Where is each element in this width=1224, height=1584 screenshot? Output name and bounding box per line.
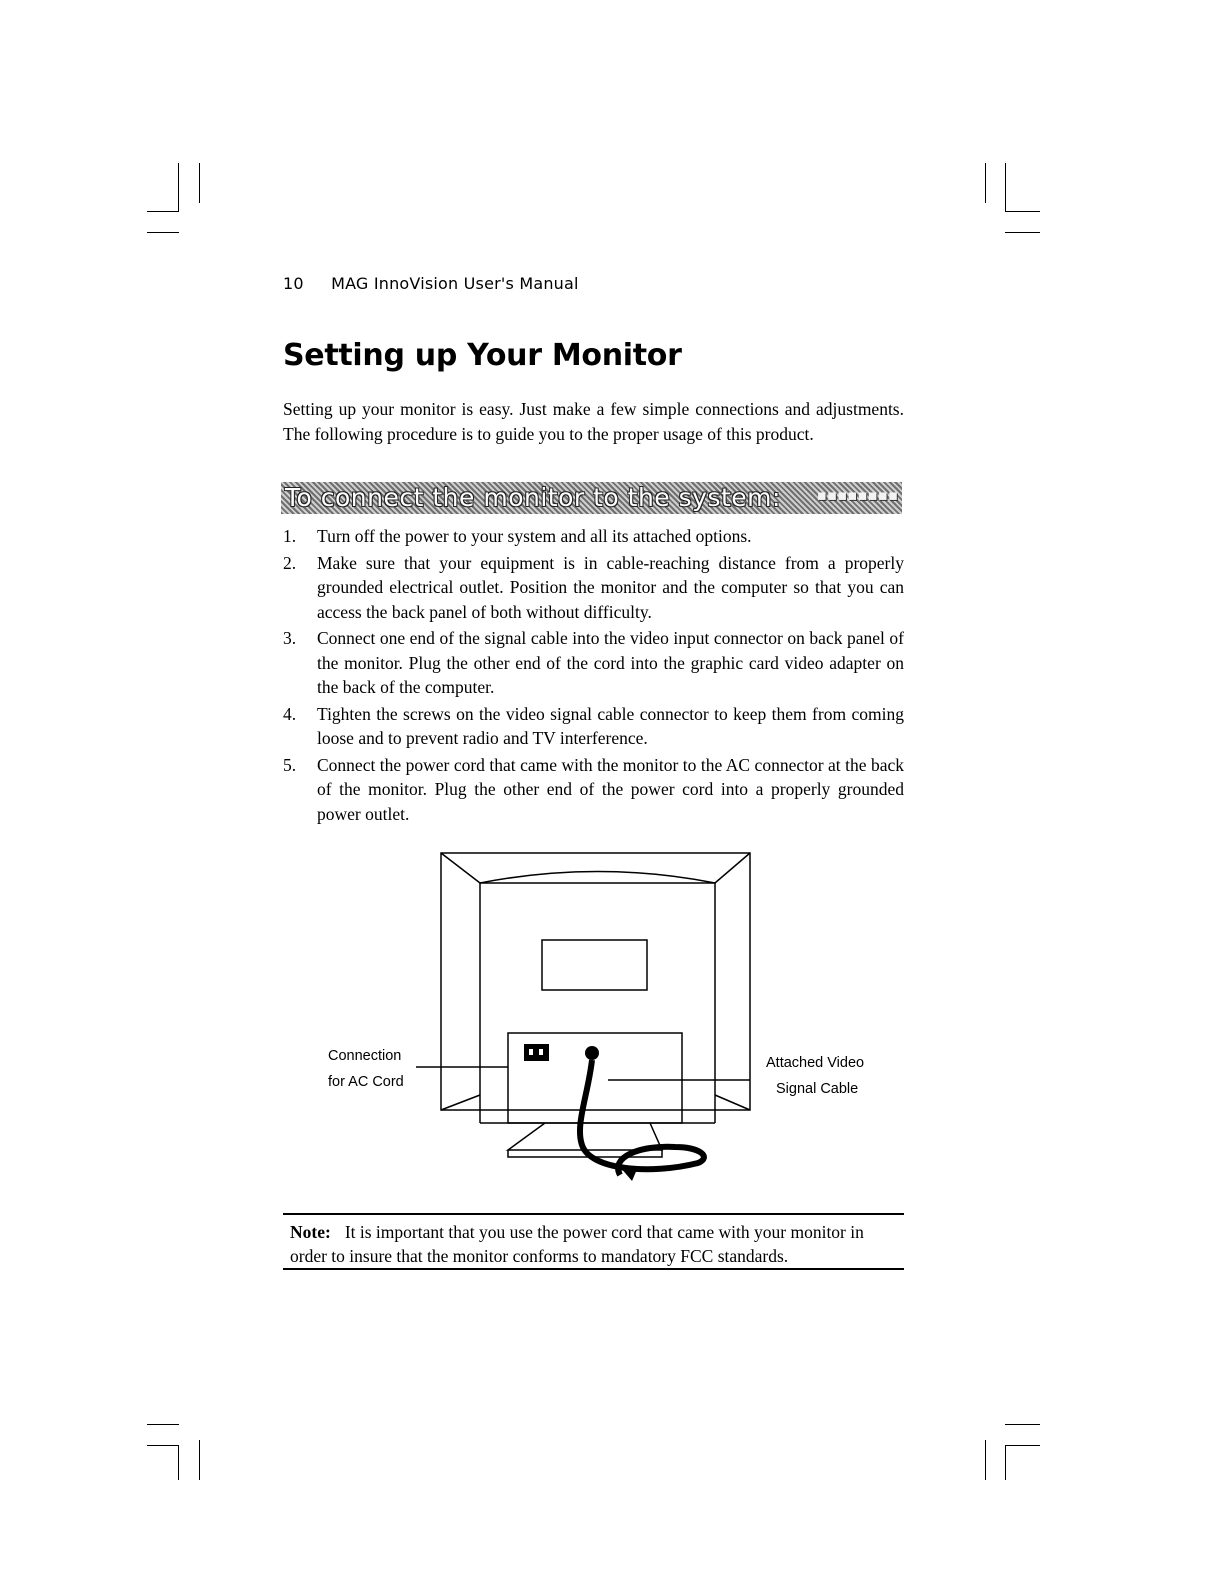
- crop-mark: [147, 232, 179, 233]
- ac-connector: [524, 1044, 549, 1061]
- label-video-line1: Attached Video: [766, 1055, 865, 1071]
- crop-mark: [147, 1424, 179, 1425]
- label-video-cable: [766, 1050, 864, 1102]
- step-text: Make sure that your equipment is in cable-reaching distance from a properly grounded electrical outlet. Position the monitor and the computer so that you can access the back panel of both without difficulty.: [317, 552, 904, 622]
- intro-paragraph: Setting up your monitor is easy. Just make a few simple connections and adjustments. The following procedure is to guide you to the proper usage of this product.: [283, 399, 904, 444]
- video-connector: [585, 1046, 599, 1060]
- crop-mark: [1005, 211, 1040, 212]
- step-text: Tighten the screws on the video signal cable connector to keep them from coming loose and to prevent radio and TV interference.: [317, 703, 904, 748]
- crop-mark: [199, 1440, 200, 1480]
- steps-list: [283, 524, 904, 828]
- running-title: MAG InnoVision User's Manual: [331, 274, 579, 293]
- crop-mark: [1005, 163, 1006, 211]
- crop-mark: [1005, 1445, 1040, 1446]
- note-bottom-rule: [283, 1268, 904, 1270]
- monitor-illustration: [320, 845, 900, 1190]
- running-header: [283, 274, 579, 293]
- list-item: [283, 753, 904, 827]
- step-number: 1.: [283, 526, 297, 546]
- rear-label-plate: [542, 940, 647, 990]
- monitor-back-diagram: [320, 845, 900, 1190]
- step-number: 5.: [283, 754, 297, 775]
- note-text: It is important that you use the power cord that came with your monitor in order to insure that the monitor conforms to mandatory FCC standards.: [290, 1222, 864, 1266]
- note-label: Note:: [290, 1222, 331, 1242]
- list-item: [283, 702, 904, 751]
- label-ac-cord-line2: for AC Cord: [328, 1074, 404, 1090]
- list-item: [283, 626, 904, 700]
- crop-mark: [178, 1445, 179, 1480]
- list-item: [283, 551, 904, 625]
- page-title: Setting up Your Monitor: [283, 338, 682, 373]
- note-top-rule: [283, 1213, 904, 1215]
- section-heading: To connect the monitor to the system:: [285, 483, 781, 512]
- section-banner: [281, 482, 902, 514]
- crop-mark: [1005, 1424, 1040, 1425]
- step-text: Connect one end of the signal cable into the video input connector on back panel of the monitor. Plug the other end of the cord into the graphic card video adapter on the back of the computer.: [317, 628, 904, 697]
- step-number: 2.: [283, 552, 297, 573]
- crop-mark: [147, 211, 179, 212]
- label-video-line2: Signal Cable: [776, 1081, 859, 1097]
- label-ac-cord: [328, 1043, 404, 1095]
- step-text: Turn off the power to your system and all its attached options.: [317, 526, 752, 546]
- crop-mark: [985, 1440, 986, 1480]
- crop-mark: [147, 1445, 179, 1446]
- crop-mark: [985, 163, 986, 203]
- list-item: [283, 524, 904, 549]
- note: [290, 1220, 900, 1268]
- label-ac-cord-line1: Connection: [328, 1048, 402, 1064]
- step-text: Connect the power cord that came with the monitor to the AC connector at the back of the monitor. Plug the other end of the power cord into a properly grounded power outlet.: [317, 754, 904, 824]
- crop-mark: [1005, 232, 1040, 233]
- step-number: 3.: [283, 628, 297, 648]
- crop-mark: [1005, 1445, 1006, 1480]
- monitor-top-curve: [480, 872, 715, 884]
- crop-mark: [178, 163, 179, 211]
- monitor-bevel: [441, 853, 750, 883]
- monitor-housing: [441, 853, 750, 1110]
- section-heading-mark: ▪▪▪▪▪▪▪▪: [816, 486, 898, 504]
- step-number: 4.: [283, 703, 297, 724]
- page-number: 10: [283, 274, 304, 293]
- crop-mark: [199, 163, 200, 203]
